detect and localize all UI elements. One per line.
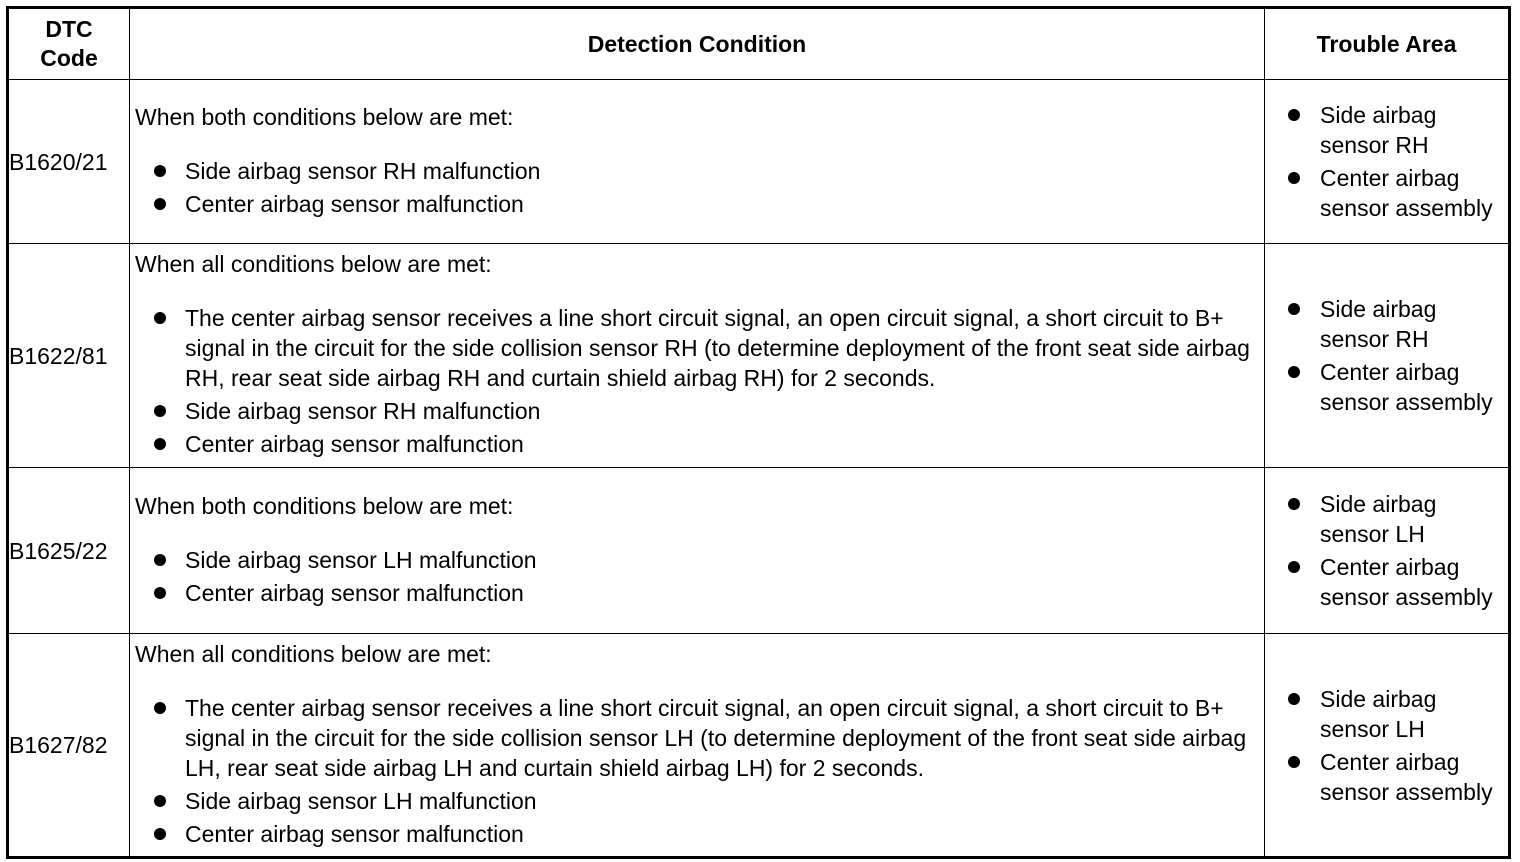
condition-list — [130, 693, 1264, 849]
trouble-area-item: Center airbag sensor assembly — [1265, 357, 1508, 417]
condition-item: Center airbag sensor malfunction — [130, 578, 1264, 608]
condition-list — [130, 545, 1264, 608]
table-row — [8, 468, 1510, 634]
header-detection-condition: Detection Condition — [130, 8, 1265, 80]
condition-list — [130, 156, 1264, 219]
detection-condition — [130, 244, 1265, 468]
header-trouble-area: Trouble Area — [1265, 8, 1510, 80]
trouble-area — [1265, 634, 1510, 858]
condition-item: Center airbag sensor malfunction — [130, 819, 1264, 849]
header-dtc-code-line1: DTC — [45, 16, 93, 42]
trouble-area-item: Side airbag sensor RH — [1265, 294, 1508, 354]
trouble-area-list — [1265, 100, 1508, 223]
condition-intro: When both conditions below are met: — [135, 103, 514, 130]
header-dtc-code — [8, 8, 130, 80]
detection-condition — [130, 634, 1265, 858]
trouble-area-item: Side airbag sensor LH — [1265, 684, 1508, 744]
trouble-area — [1265, 244, 1510, 468]
trouble-area-list — [1265, 684, 1508, 807]
condition-intro: When both conditions below are met: — [135, 492, 514, 519]
table-row — [8, 244, 1510, 468]
trouble-area-item: Center airbag sensor assembly — [1265, 552, 1508, 612]
trouble-area-item: Center airbag sensor assembly — [1265, 163, 1508, 223]
condition-list — [130, 303, 1264, 459]
condition-item: Side airbag sensor RH malfunction — [130, 156, 1264, 186]
detection-condition — [130, 468, 1265, 634]
trouble-area — [1265, 80, 1510, 244]
condition-intro: When all conditions below are met: — [135, 251, 492, 277]
table-row — [8, 634, 1510, 858]
trouble-area-item: Center airbag sensor assembly — [1265, 747, 1508, 807]
table-row — [8, 80, 1510, 244]
trouble-area — [1265, 468, 1510, 634]
condition-item: The center airbag sensor receives a line short circuit signal, an open circuit signal, a short circuit to B+ signal in the circuit for the side collision sensor LH (to determine deployment of the front seat side airbag LH, rear seat side airbag LH and curtain shield airbag LH) for 2 seconds. — [130, 693, 1264, 783]
dtc-code: B1622/81 — [8, 244, 130, 468]
trouble-area-item: Side airbag sensor LH — [1265, 489, 1508, 549]
condition-item: Side airbag sensor LH malfunction — [130, 545, 1264, 575]
dtc-table — [6, 6, 1511, 859]
header-dtc-code-line2: Code — [40, 45, 98, 71]
condition-item: Center airbag sensor malfunction — [130, 429, 1264, 459]
detection-condition — [130, 80, 1265, 244]
condition-item: Center airbag sensor malfunction — [130, 189, 1264, 219]
condition-item: The center airbag sensor receives a line short circuit signal, an open circuit signal, a short circuit to B+ signal in the circuit for the side collision sensor RH (to determine deployment of the front seat side airbag RH, rear seat side airbag RH and curtain shield airbag RH) for 2 seconds. — [130, 303, 1264, 393]
dtc-code: B1625/22 — [8, 468, 130, 634]
condition-intro: When all conditions below are met: — [135, 640, 492, 667]
condition-item: Side airbag sensor LH malfunction — [130, 786, 1264, 816]
trouble-area-list — [1265, 489, 1508, 612]
dtc-code: B1627/82 — [8, 634, 130, 858]
dtc-code: B1620/21 — [8, 80, 130, 244]
condition-item: Side airbag sensor RH malfunction — [130, 396, 1264, 426]
trouble-area-list — [1265, 294, 1508, 417]
trouble-area-item: Side airbag sensor RH — [1265, 100, 1508, 160]
header-row — [8, 8, 1510, 80]
